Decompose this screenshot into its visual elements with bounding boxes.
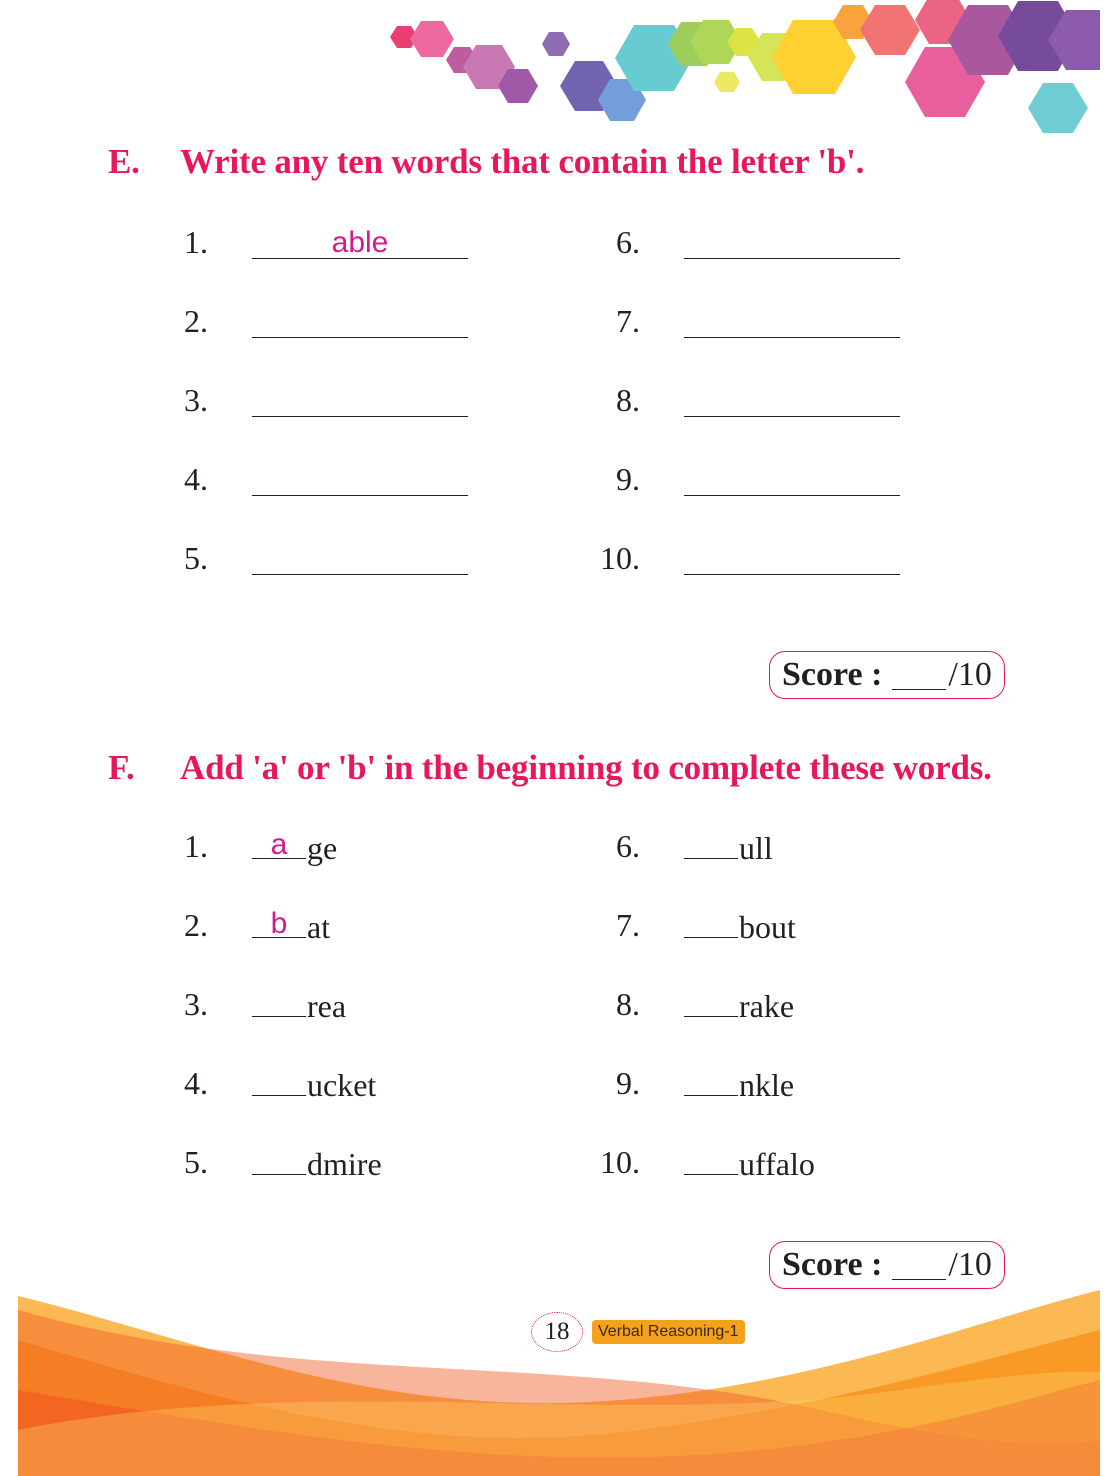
section-e-item-10	[600, 540, 900, 580]
section-f-item-8	[616, 986, 795, 1026]
page-number: 18	[531, 1312, 583, 1352]
letter-blank[interactable]	[684, 1065, 738, 1096]
item-number: 3.	[184, 986, 208, 1022]
section-e-item-7	[616, 303, 900, 343]
letter-blank[interactable]	[252, 1144, 306, 1175]
letter-blank[interactable]	[684, 986, 738, 1017]
word-suffix: ucket	[307, 1067, 377, 1103]
letter-blank[interactable]	[252, 907, 306, 938]
word-suffix: at	[307, 909, 331, 945]
answer-blank[interactable]	[252, 540, 468, 575]
section-e-letter: E.	[108, 142, 140, 181]
item-number: 10.	[600, 1144, 640, 1180]
answer-blank[interactable]	[252, 382, 468, 417]
word-suffix: dmire	[307, 1146, 382, 1182]
section-e-score-box	[769, 651, 1005, 699]
answer-text: b	[270, 907, 288, 940]
answer-blank[interactable]	[684, 224, 900, 259]
hexagon-banner-decoration	[0, 0, 1116, 140]
answer-text: a	[270, 828, 288, 861]
answer-blank[interactable]	[684, 461, 900, 496]
answer-blank[interactable]	[252, 224, 468, 259]
section-e-item-6	[616, 224, 900, 264]
section-f-item-7	[616, 907, 796, 947]
book-title-tag: Verbal Reasoning-1	[592, 1320, 745, 1344]
score-blank[interactable]	[892, 1251, 946, 1280]
word-suffix: uffalo	[739, 1146, 815, 1182]
item-number: 3.	[184, 382, 208, 418]
section-f-item-9	[616, 1065, 795, 1105]
word-suffix: nkle	[739, 1067, 795, 1103]
section-f-item-6	[616, 828, 773, 868]
section-f-item-5	[184, 1144, 382, 1184]
item-number: 8.	[616, 986, 640, 1022]
item-number: 6.	[616, 224, 640, 260]
score-blank[interactable]	[892, 661, 946, 690]
section-f-item-1	[184, 828, 338, 868]
section-e-instruction: Write any ten words that contain the letter 'b'.	[180, 142, 865, 181]
section-e-heading	[108, 142, 864, 182]
answer-blank[interactable]	[684, 540, 900, 575]
item-number: 2.	[184, 303, 208, 339]
section-e-item-4	[184, 461, 468, 501]
score-total: /10	[948, 1246, 992, 1283]
item-number: 9.	[616, 461, 640, 497]
answer-blank[interactable]	[684, 382, 900, 417]
answer-text: able	[331, 226, 389, 259]
score-total: /10	[948, 656, 992, 693]
word-suffix: rake	[739, 988, 795, 1024]
section-e-item-2	[184, 303, 468, 343]
letter-blank[interactable]	[252, 828, 306, 859]
item-number: 6.	[616, 828, 640, 864]
answer-blank[interactable]	[252, 461, 468, 496]
item-number: 4.	[184, 461, 208, 497]
section-f-letter: F.	[108, 748, 135, 787]
section-e-item-3	[184, 382, 468, 422]
section-f-heading	[108, 748, 992, 788]
item-number: 1.	[184, 828, 208, 864]
item-number: 4.	[184, 1065, 208, 1101]
item-number: 5.	[184, 540, 208, 576]
item-number: 5.	[184, 1144, 208, 1180]
section-e-item-9	[616, 461, 900, 501]
letter-blank[interactable]	[252, 1065, 306, 1096]
item-number: 1.	[184, 224, 208, 260]
item-number: 2.	[184, 907, 208, 943]
item-number: 8.	[616, 382, 640, 418]
score-label: Score :	[782, 656, 883, 693]
word-suffix: ull	[739, 830, 773, 866]
orange-wave-decoration	[0, 1280, 1116, 1476]
letter-blank[interactable]	[684, 828, 738, 859]
letter-blank[interactable]	[252, 986, 306, 1017]
item-number: 9.	[616, 1065, 640, 1101]
section-f-item-2	[184, 907, 331, 947]
letter-blank[interactable]	[684, 1144, 738, 1175]
section-f-instruction: Add 'a' or 'b' in the beginning to complete these words.	[180, 748, 992, 787]
item-number: 7.	[616, 907, 640, 943]
answer-blank[interactable]	[252, 303, 468, 338]
item-number: 10.	[600, 540, 640, 576]
answer-blank[interactable]	[684, 303, 900, 338]
word-suffix: rea	[307, 988, 347, 1024]
word-suffix: ge	[307, 830, 338, 866]
section-f-item-3	[184, 986, 347, 1026]
letter-blank[interactable]	[684, 907, 738, 938]
section-e-item-8	[616, 382, 900, 422]
section-f-item-4	[184, 1065, 377, 1105]
section-e-item-1	[184, 224, 468, 264]
section-e-item-5	[184, 540, 468, 580]
score-label: Score :	[782, 1246, 883, 1283]
item-number: 7.	[616, 303, 640, 339]
section-f-item-10	[600, 1144, 815, 1184]
word-suffix: bout	[739, 909, 796, 945]
